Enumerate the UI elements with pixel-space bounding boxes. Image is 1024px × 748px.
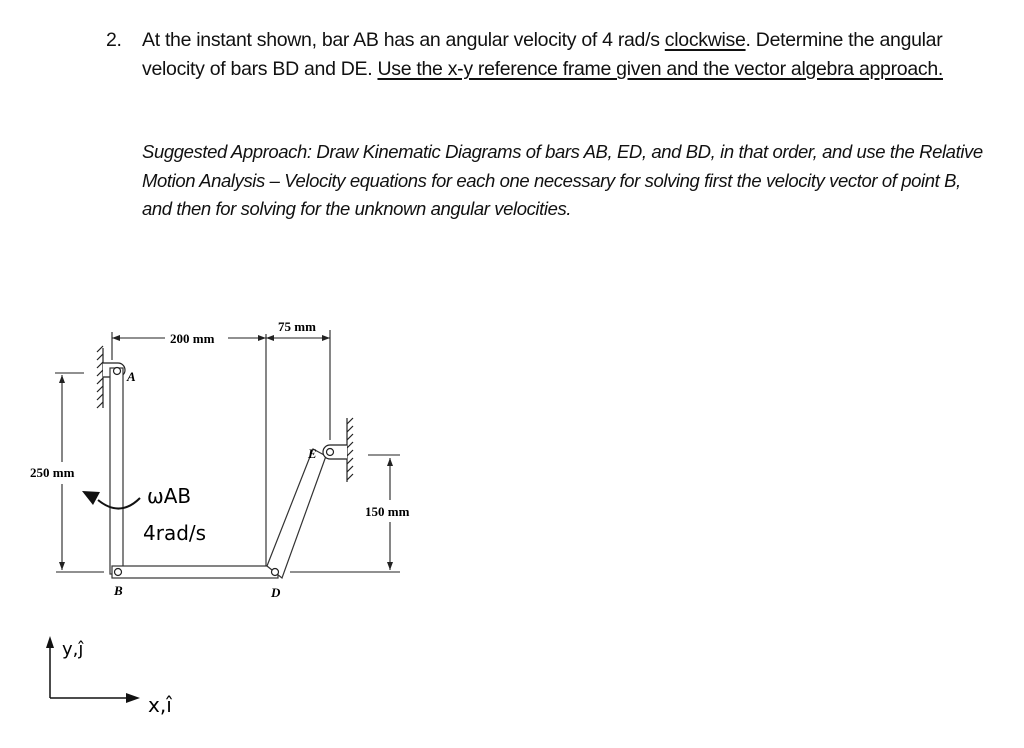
bar-AB bbox=[110, 368, 123, 574]
suggested-approach-label: Suggested Approach: bbox=[142, 141, 312, 162]
x-axis-label: x,î bbox=[148, 693, 172, 717]
xy-axes bbox=[46, 636, 140, 703]
label-A: A bbox=[127, 369, 136, 384]
bar-DE bbox=[267, 449, 326, 578]
dim-250mm: 250 mm bbox=[30, 465, 75, 480]
label-B: B bbox=[114, 583, 123, 598]
label-E: E bbox=[308, 446, 317, 461]
clockwise-underlined: clockwise bbox=[664, 29, 746, 51]
pin-D bbox=[272, 569, 279, 576]
bar-BD bbox=[112, 566, 278, 578]
problem-text-1: At the instant shown, bar AB has an angular velocity of 4 rad/s bbox=[142, 29, 665, 51]
pin-B bbox=[115, 569, 122, 576]
dim-75mm: 75 mm bbox=[278, 319, 316, 334]
dim-200mm: 200 mm bbox=[170, 331, 215, 346]
arrowhead-icon bbox=[82, 491, 100, 505]
dim-150mm: 150 mm bbox=[365, 504, 410, 519]
omega-value: 4rad/s bbox=[143, 521, 207, 545]
label-D: D bbox=[271, 585, 281, 600]
problem-number: 2. bbox=[106, 29, 122, 51]
pin-E bbox=[327, 449, 334, 456]
pin-A bbox=[114, 368, 121, 375]
wall-support-E bbox=[347, 418, 353, 482]
suggested-approach-text: Draw Kinematic Diagrams of bars AB, ED, and BD, in that order, and use the Relative Motion Analysis – Velocity equations for each one necessary for solving first the velocity vector of point B, and then for solving for the unknown angular velocities. bbox=[142, 141, 983, 219]
reference-frame-instruction: Use the x-y reference frame given and the vector algebra approach. bbox=[377, 58, 943, 80]
problem-text-2: . Determine the angular velocity of bars BD and DE. bbox=[142, 29, 943, 80]
omega-label: ωAB bbox=[147, 484, 192, 508]
y-axis-label: y,ĵ bbox=[62, 639, 84, 660]
wall-support-A bbox=[97, 346, 103, 408]
